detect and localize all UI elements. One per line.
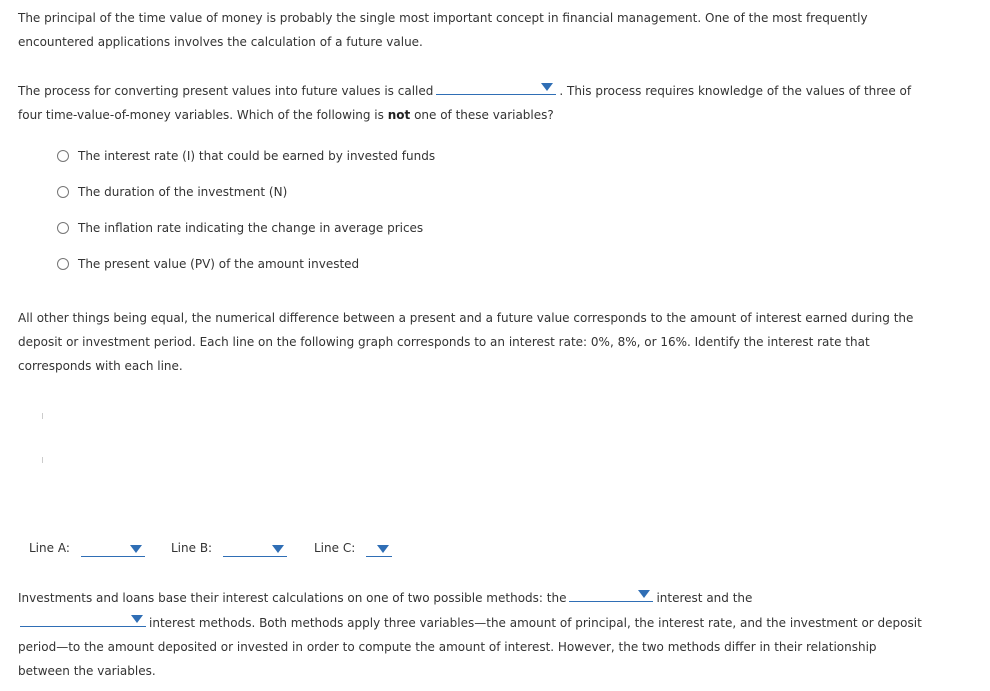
question-1-line-1: [18, 78, 973, 103]
graph-axis-tick: [42, 413, 43, 419]
methods-paragraph: [18, 585, 973, 683]
graph-line-3: corresponds with each line.: [18, 359, 183, 373]
methods-line-2-post: interest methods. Both methods apply three variables—the amount of principal, the interest rate, and the investment or deposit: [149, 616, 922, 630]
option-label: The inflation rate indicating the change in average prices: [78, 221, 424, 235]
radio-button[interactable]: [57, 150, 69, 162]
line-c-selector: [314, 538, 395, 558]
graph-paragraph: [18, 306, 973, 378]
graph-axis-tick: [42, 457, 43, 463]
radio-button[interactable]: [57, 258, 69, 270]
chevron-down-icon: [272, 545, 284, 553]
radio-button[interactable]: [57, 186, 69, 198]
line-a-dropdown[interactable]: [81, 540, 145, 557]
line-b-label: Line B:: [171, 541, 213, 555]
radio-button[interactable]: [57, 222, 69, 234]
chevron-down-icon: [541, 83, 553, 91]
line-c-label: Line C:: [314, 541, 356, 555]
methods-line-3: period—to the amount deposited or invested in order to compute the amount of interest. However, the two methods differ in their relationship: [18, 640, 877, 654]
question-1-before: The process for converting present values into future values is called: [18, 84, 434, 98]
methods-line-2: [20, 610, 973, 635]
methods-line-4: between the variables.: [18, 664, 156, 678]
option-present-value[interactable]: [57, 255, 359, 273]
chevron-down-icon: [377, 545, 389, 553]
question-1-line-2: [18, 103, 973, 127]
chevron-down-icon: [130, 545, 142, 553]
option-label: The duration of the investment (N): [78, 185, 288, 199]
methods-line-1-pre: Investments and loans base their interest calculations on one of two possible methods: the: [18, 591, 567, 605]
intro-paragraph: [18, 6, 973, 54]
methods-line-1: [18, 585, 973, 610]
line-a-selector: [29, 538, 148, 558]
intro-line-1: The principal of the time value of money is probably the single most important concept in financial management. One of the most frequently: [18, 11, 868, 25]
line-b-selector: [171, 538, 290, 558]
question-1: [18, 78, 973, 127]
graph-line-1: All other things being equal, the numerical difference between a present and a future value corresponds to the amount of interest earned during the: [18, 311, 914, 325]
option-label: The present value (PV) of the amount invested: [78, 257, 360, 271]
option-inflation-rate[interactable]: [57, 219, 423, 237]
process-dropdown[interactable]: [436, 78, 556, 95]
question-1-emphasis: not: [387, 108, 411, 122]
question-1-text-post: one of these variables?: [410, 108, 554, 122]
chevron-down-icon: [638, 590, 650, 598]
method-2-dropdown[interactable]: [20, 610, 146, 627]
methods-line-1-post: interest and the: [656, 591, 753, 605]
graph-line-2: deposit or investment period. Each line on the following graph corresponds to an interest rate: 0%, 8%, or 16%. Identify the interest rate that: [18, 335, 870, 349]
option-duration[interactable]: [57, 183, 287, 201]
question-1-after: . This process requires knowledge of the values of three of: [559, 84, 912, 98]
option-label: The interest rate (I) that could be earned by invested funds: [78, 149, 436, 163]
line-c-dropdown[interactable]: [366, 540, 392, 557]
question-1-text-pre: four time-value-of-money variables. Which of the following is: [18, 108, 388, 122]
method-1-dropdown[interactable]: [569, 585, 653, 602]
option-interest-rate[interactable]: [57, 147, 435, 165]
intro-line-2: encountered applications involves the calculation of a future value.: [18, 35, 423, 49]
chevron-down-icon: [131, 615, 143, 623]
line-b-dropdown[interactable]: [223, 540, 287, 557]
line-a-label: Line A:: [29, 541, 70, 555]
